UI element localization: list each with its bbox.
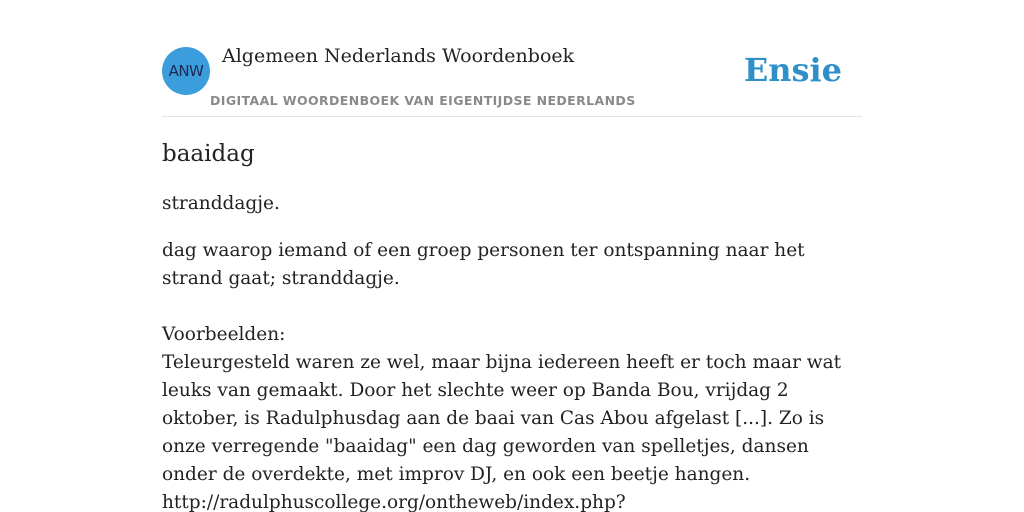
entry-content (162, 138, 866, 512)
site-title[interactable]: Algemeen Nederlands Woordenboek (222, 45, 575, 67)
examples-section (162, 321, 866, 512)
example-source-link[interactable]: http://radulphuscollege.org/ontheweb/index.php? (162, 492, 626, 512)
short-definition: stranddagje. (162, 193, 280, 214)
page-title: baaidag (162, 141, 255, 167)
example-text: Teleurgesteld waren ze wel, maar bijna iedereen heeft er toch maar wat leuks van gemaakt. Door het slechte weer op Banda Bou, vrijdag 2 oktober, is Radulphusdag aan de baai van Cas Abou afgelast [...]. Zo is onze verregende "baaidag" een dag geworden van spelletjes, dansen onder de overdekte, met improv DJ, en ook een beetje hangen. (162, 352, 842, 485)
site-header (162, 0, 862, 117)
definition: dag waarop iemand of een groep personen ter ontspanning naar het strand gaat; stranddagje. (162, 240, 805, 289)
site-subtitle: DIGITAAL WOORDENBOEK VAN EIGENTIJDSE NEDERLANDS (210, 93, 636, 108)
examples-label: Voorbeelden: (162, 324, 286, 345)
ensie-brand-link[interactable]: Ensie (743, 51, 842, 89)
anw-logo[interactable]: ANW (162, 47, 210, 95)
